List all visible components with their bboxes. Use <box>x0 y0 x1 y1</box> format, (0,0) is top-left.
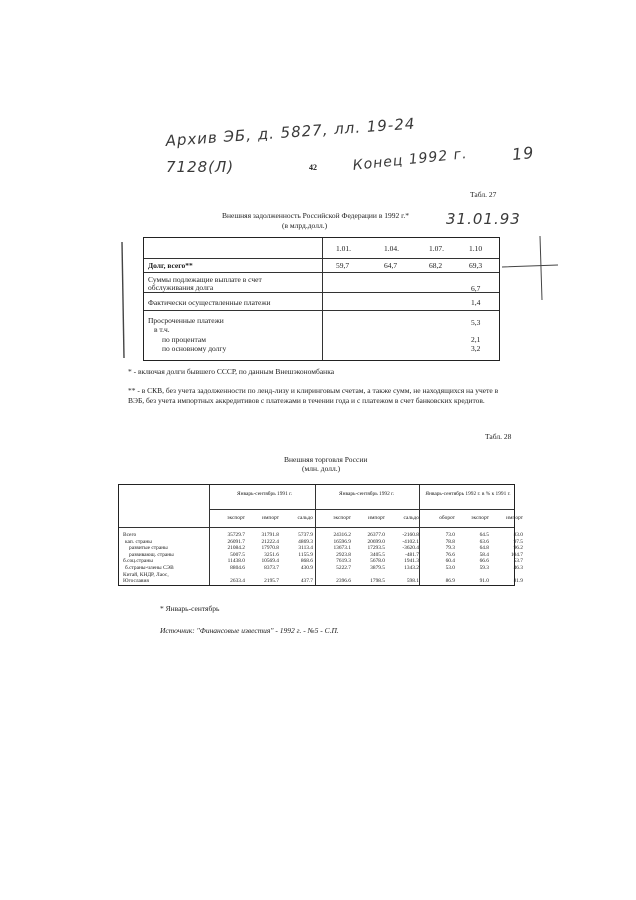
table27-row-label: по процентам <box>162 335 206 344</box>
table28-value: 2923.8 <box>336 551 351 558</box>
table28-row-label: Всего <box>123 532 137 538</box>
table28-row-label: кап. страны <box>125 538 152 545</box>
table28-value: -481.7 <box>405 551 419 558</box>
table28-value: 66.6 <box>479 558 489 565</box>
table27-value: 68,2 <box>429 261 443 270</box>
table28-value: 86.9 <box>445 578 455 585</box>
table28-row-label: б.соц.страны <box>123 558 153 565</box>
table28-value: 430.9 <box>300 565 313 571</box>
table28-value: 3879.5 <box>370 565 385 571</box>
table28-value: 20699.0 <box>367 538 385 545</box>
table28-row-label: Югославия <box>123 578 149 585</box>
table28-col-header: сальдо <box>403 515 419 521</box>
table27-footnote-2: ** - в СКВ, без учета задолженности по ленд-лизу и клиринговым счетам, а также сумм, не находящихся на учете в ВЭБ, без учета импортных аккредитивов с платежами в течении года и с платежом в счет банковских кредитов. <box>128 386 499 405</box>
table28-row-label: Китай, КНДР, Лаос, <box>123 571 169 578</box>
table28-value: 1798.5 <box>370 578 385 585</box>
table28-value: 5222.7 <box>336 565 351 571</box>
table28-value: 17293.5 <box>367 545 385 552</box>
table28-value: 1343.2 <box>404 565 419 571</box>
table28-value: 73.0 <box>445 532 455 538</box>
table28-value: 96.2 <box>513 545 523 552</box>
handwritten-code: 7128(Л) <box>166 158 235 176</box>
table28-value: 2195.7 <box>264 578 279 585</box>
table28-value: 868.6 <box>300 558 313 565</box>
table27-value: 69,3 <box>469 261 483 270</box>
handwritten-date-stamp: 31.01.93 <box>446 210 521 228</box>
table27-value: 6,7 <box>471 284 481 293</box>
table28-value: 8373.7 <box>264 565 279 571</box>
table28-value: 1155.9 <box>298 551 313 558</box>
table28-col-header: оборот <box>439 515 455 521</box>
table27-row-label: Фактически осуществленные платежи <box>148 298 271 307</box>
table28-value: 53.7 <box>513 558 523 565</box>
table28-value: 11438.0 <box>227 558 245 565</box>
table28-value: 46.3 <box>513 565 523 571</box>
table28-value: 64.8 <box>479 545 489 552</box>
table27-row-sublabel: в т.ч. <box>154 325 170 334</box>
table27-value: 2,1 <box>471 335 481 344</box>
table28-value: 1941.3 <box>404 558 419 565</box>
table28-value: 79.3 <box>445 545 455 552</box>
table28-col-header: экспорт <box>471 515 489 521</box>
table28-value: 8804.6 <box>230 565 245 571</box>
handwritten-date-note: Конец 1992 г. <box>352 145 469 174</box>
table28-footnote: * Январь-сентябрь <box>160 604 220 613</box>
table27-col-header: 1.04. <box>384 244 399 253</box>
table28-value: 91.0 <box>479 578 489 585</box>
table27-row-label: Суммы подлежащие выплате в счет обслуживания долга <box>148 275 262 292</box>
table27-title: Внешняя задолженность Российской Федерации в 1992 г.* <box>222 211 409 220</box>
table28-value: -4102.1 <box>402 538 419 545</box>
table28-col-header: импорт <box>262 515 279 521</box>
table28-col-header: экспорт <box>333 515 351 521</box>
table28-value: 24316.2 <box>333 532 351 538</box>
table28-value: 10569.4 <box>261 558 279 565</box>
table28-value: 13673.1 <box>333 545 351 552</box>
table28-col-header: импорт <box>368 515 385 521</box>
margin-pen-mark <box>118 240 128 360</box>
table28-value: 3251.6 <box>264 551 279 558</box>
table28-value: 26377.0 <box>367 532 385 538</box>
table28-value: -3620.4 <box>402 545 419 552</box>
table28-value: -2160.8 <box>402 532 419 538</box>
table27-row-label: Просроченные платежи <box>148 316 224 325</box>
table28-value: 76.6 <box>445 551 455 558</box>
table28-title: Внешняя торговля России <box>284 455 368 464</box>
handwritten-folio-number: 19 <box>511 142 536 165</box>
table28-source: Источник: "Финансовые известия" - 1992 г. - №5 - С.П. <box>160 626 339 635</box>
table27-value: 64,7 <box>384 261 398 270</box>
table28-value: 81.9 <box>513 578 523 585</box>
table28-foreign-trade <box>118 484 523 586</box>
table28-value: 63.6 <box>479 538 489 545</box>
table28-row-label: развивающ. страны <box>129 551 174 558</box>
table27-row-label: по основному долгу <box>162 344 227 353</box>
table28-group-header: Январь-сентябрь 1991 г. <box>237 491 293 497</box>
table28-value: 104.7 <box>510 551 523 558</box>
table27-value: 1,4 <box>471 298 481 307</box>
table28-value: 2633.4 <box>230 578 245 585</box>
table27-footnote-1: * - включая долги бывшего СССР, по данным Внешэкономбанка <box>128 367 335 376</box>
table27-value: 59,7 <box>336 261 350 270</box>
table28-value: 5678.0 <box>370 558 385 565</box>
table28-value: 35729.7 <box>227 532 245 538</box>
table28-value: 64.5 <box>479 532 489 538</box>
table28-row-label: б.страны-члены СЭВ <box>125 565 174 571</box>
table28-caption: Табл. 28 <box>485 432 512 441</box>
table28-group-header: Январь-сентябрь 1992 г. в % к 1991 г. <box>425 491 511 497</box>
table27-debt <box>143 237 500 361</box>
table28-value: 58.4 <box>479 551 489 558</box>
table28-value: 21084.2 <box>227 545 245 552</box>
table28-value: 21222.4 <box>261 538 279 545</box>
table28-value: 3405.5 <box>370 551 385 558</box>
table28-col-header: сальдо <box>297 515 313 521</box>
table28-value: 78.8 <box>445 538 455 545</box>
table27-col-header: 1.07. <box>429 244 444 253</box>
handwritten-archive-reference: Архив ЭБ, д. 5827, лл. 19-24 <box>165 114 416 150</box>
table28-value: 17970.8 <box>261 545 279 552</box>
table27-value: 3,2 <box>471 344 481 353</box>
table27-row-label: Долг, всего** <box>148 261 193 270</box>
table28-value: 16596.9 <box>333 538 351 545</box>
table28-value: 5007.5 <box>230 551 245 558</box>
table28-col-header: импорт <box>506 515 523 521</box>
table28-value: 83.0 <box>513 532 523 538</box>
table27-col-header: 1.01. <box>336 244 351 253</box>
table28-value: 31791.8 <box>261 532 279 538</box>
page-number: 42 <box>309 163 317 172</box>
table28-value: 2396.6 <box>336 578 351 585</box>
table28-row-label: развитые страны <box>129 545 168 552</box>
table28-unit: (млн. долл.) <box>302 464 341 473</box>
table27-caption: Табл. 27 <box>470 190 497 199</box>
table28-value: 3113.4 <box>298 545 313 552</box>
table28-value: 26091.7 <box>227 538 245 545</box>
table28-value: 598.1 <box>406 578 419 585</box>
table28-value: 437.7 <box>300 578 313 585</box>
table28-value: 5737.9 <box>298 532 313 538</box>
table28-value: 59.3 <box>479 565 489 571</box>
table27-unit: (в млрд.долл.) <box>282 221 328 230</box>
table28-value: 97.5 <box>513 538 523 545</box>
table28-value: 4869.3 <box>298 538 313 545</box>
table28-group-header: Январь-сентябрь 1992 г. <box>339 491 395 497</box>
table28-value: 53.0 <box>445 565 455 571</box>
table28-value: 7619.3 <box>336 558 351 565</box>
table27-col-header: 1.10 <box>469 244 483 253</box>
table28-value: 60.4 <box>445 558 455 565</box>
margin-cross-mark <box>500 232 560 302</box>
table28-col-header: экспорт <box>227 515 245 521</box>
table27-value: 5,3 <box>471 318 481 327</box>
